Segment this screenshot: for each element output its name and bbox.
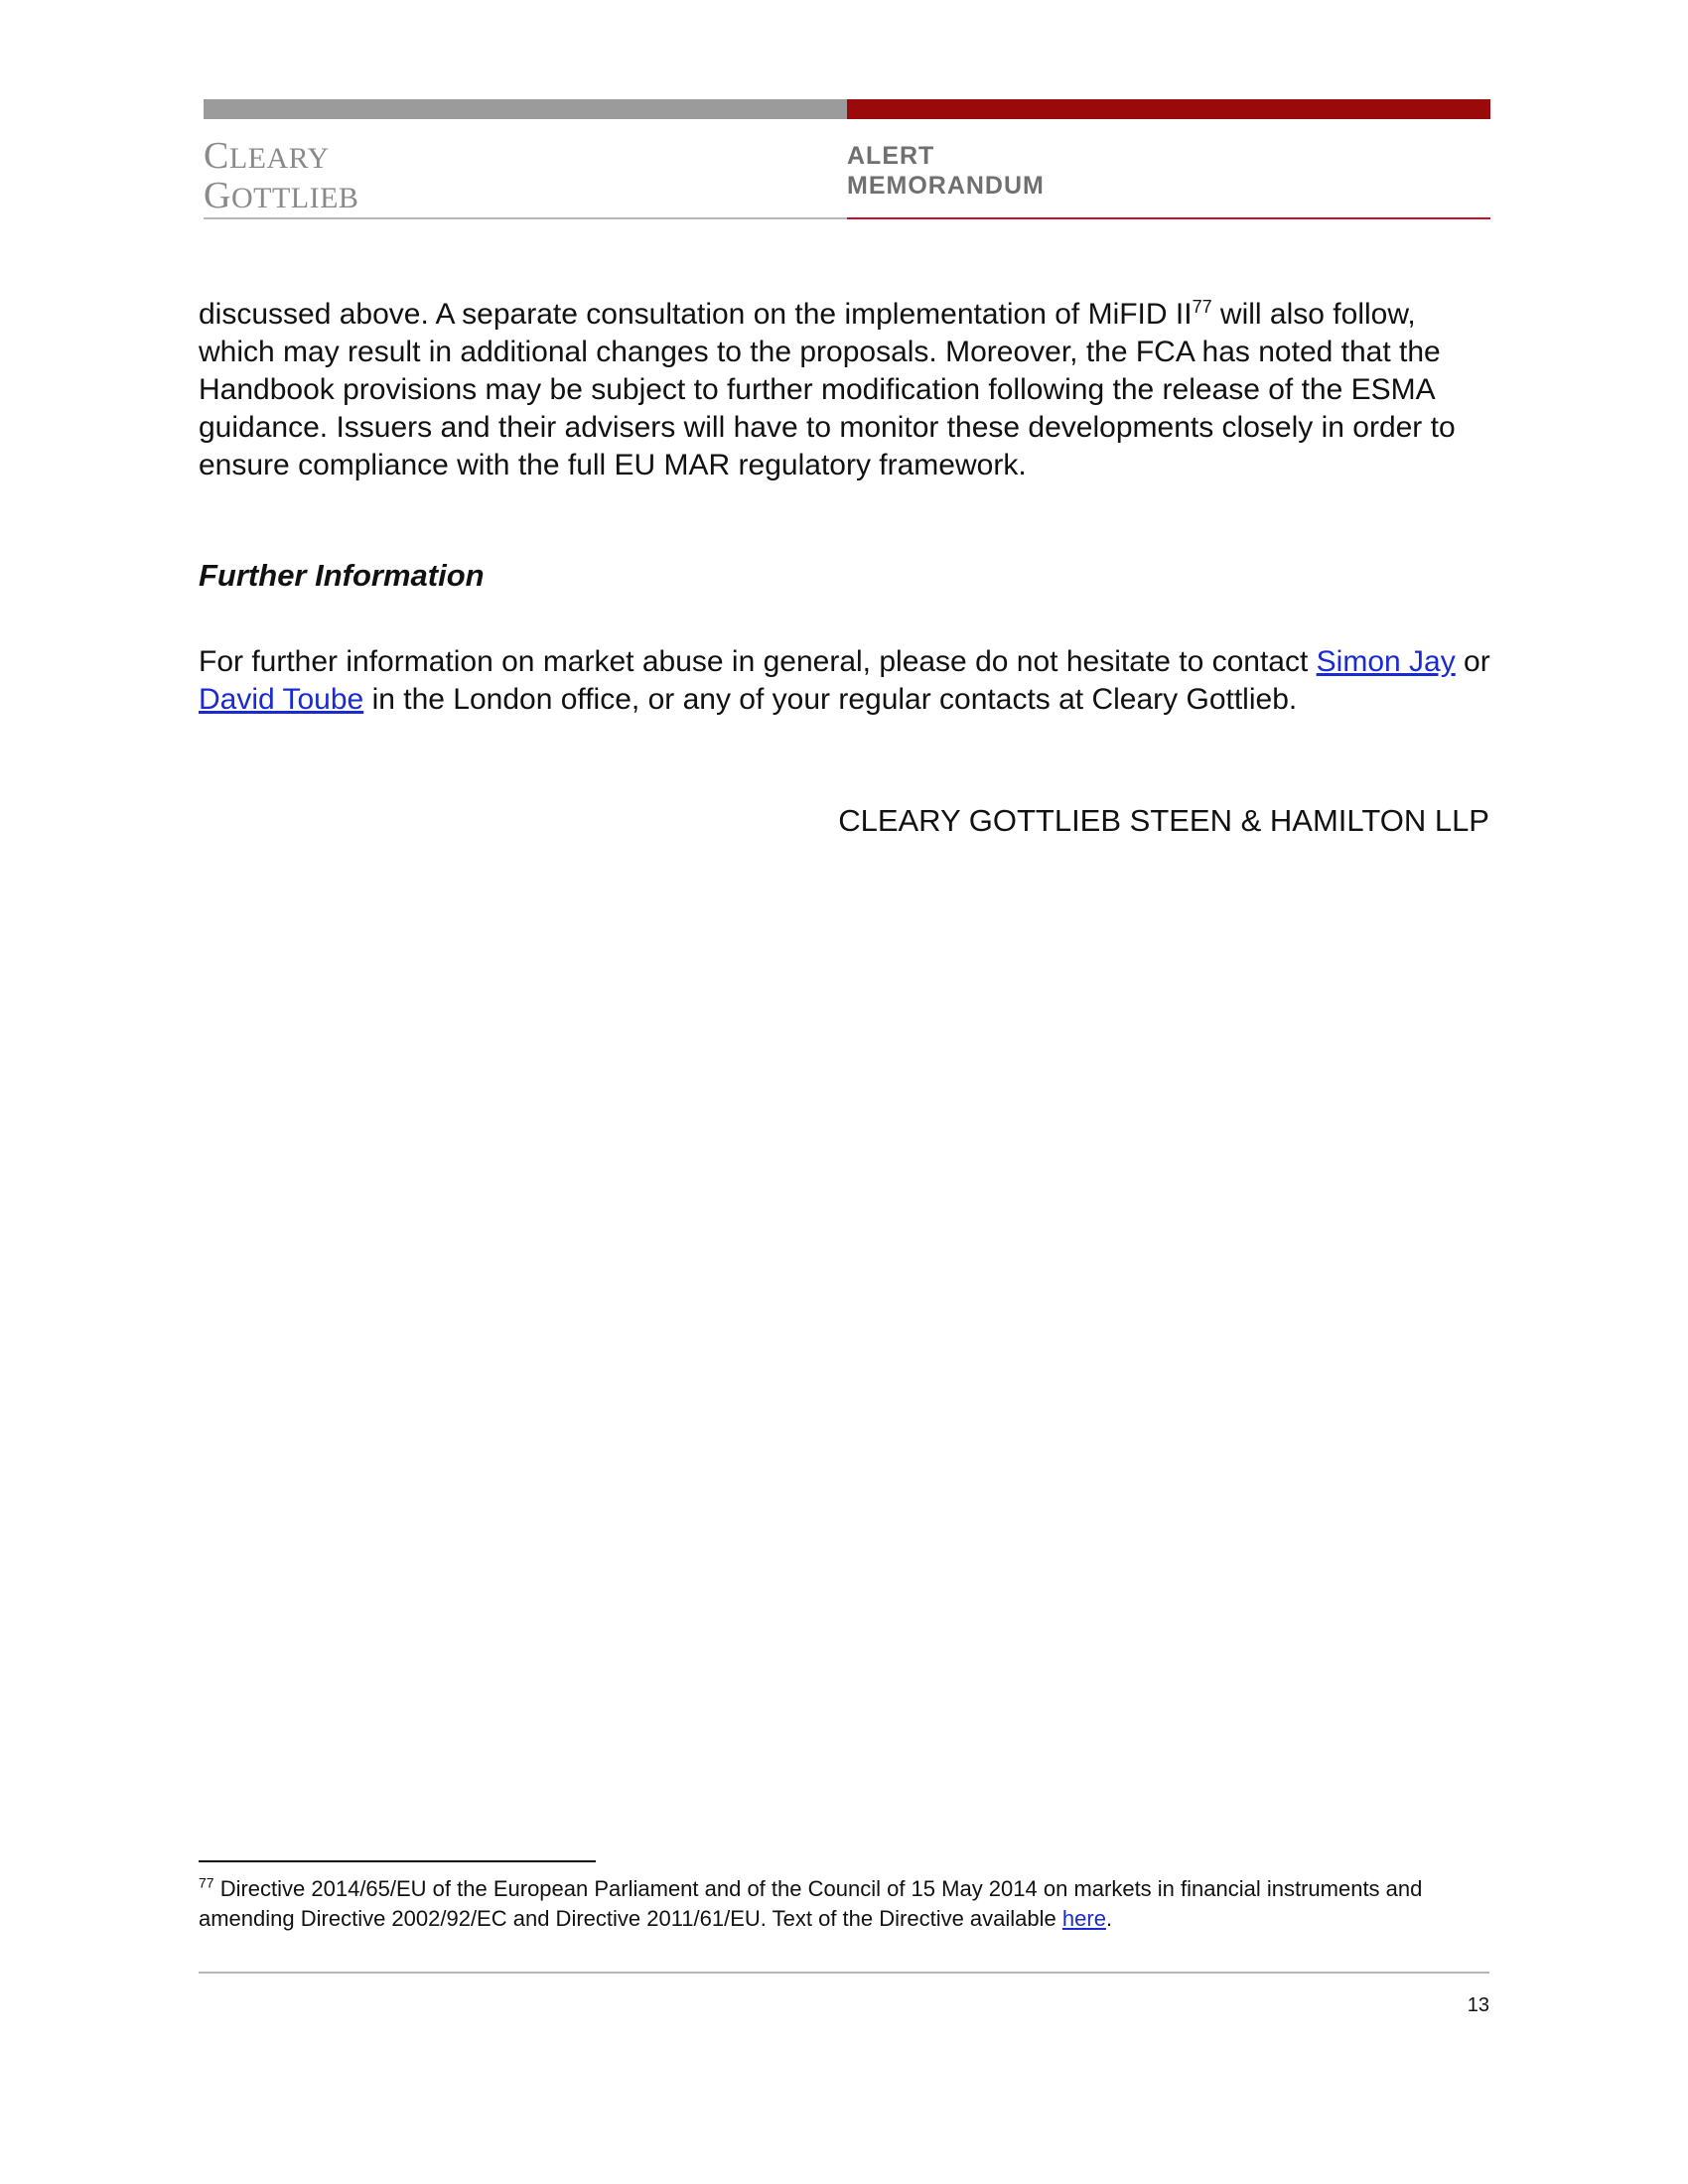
alert-label: ALERT (847, 142, 935, 170)
header-rule-grey (204, 217, 847, 219)
footnote-reference-77[interactable]: 77 (1192, 297, 1212, 317)
footnote-77: $^{77}$ Directive 2014/65/EU of the European Parliament and of the Council of 15 May 2014 on markets in financial instruments and amending Directive 2002/92/EC and Directive 2011/61/EU. Text of the Directive available here. (199, 1874, 1423, 1931)
body-paragraph-2: For further information on market abuse in general, please do not hesitate to contact Simon Jay or David Toube in the London office, or any of your regular contacts at Cleary Gottlieb. (199, 645, 1490, 716)
body-paragraph-1: discussed above. A separate consultation on the implementation of MiFID II$^{77}$ will also follow, which may result in additional changes to the proposals. Moreover, the FCA has noted that the Handbook provisions may be subject to further modification following the release of the ESMA guidance. Issuers and their advisers will have to monitor these developments closely in order to ensure compliance with the full EU MAR regulatory framework. (199, 297, 1456, 481)
cleary-gottlieb-logo (204, 137, 358, 216)
link-simon-jay[interactable]: Simon Jay (1316, 645, 1456, 678)
footnote-number: 77 (199, 1874, 214, 1891)
memorandum-label: MEMORANDUM (847, 172, 1045, 200)
footer-rule (199, 1972, 1489, 1974)
link-directive-here[interactable]: here (1061, 1906, 1106, 1931)
header-bar-grey (204, 99, 847, 119)
alert-memorandum-title (847, 141, 1045, 201)
logo-line-gottlieb: GOTTLIEB (204, 175, 359, 216)
footnote-separator (199, 1860, 596, 1862)
section-heading-further-information: Further Information (199, 558, 485, 593)
logo-line-cleary: CLEARY (204, 135, 330, 177)
header-bar-red (847, 99, 1490, 119)
page-number: 13 (1467, 1994, 1489, 2016)
link-david-toube[interactable]: David Toube (199, 683, 364, 716)
firm-signature: CLEARY GOTTLIEB STEEN & HAMILTON LLP (838, 803, 1489, 838)
header-rule-red (847, 217, 1490, 219)
